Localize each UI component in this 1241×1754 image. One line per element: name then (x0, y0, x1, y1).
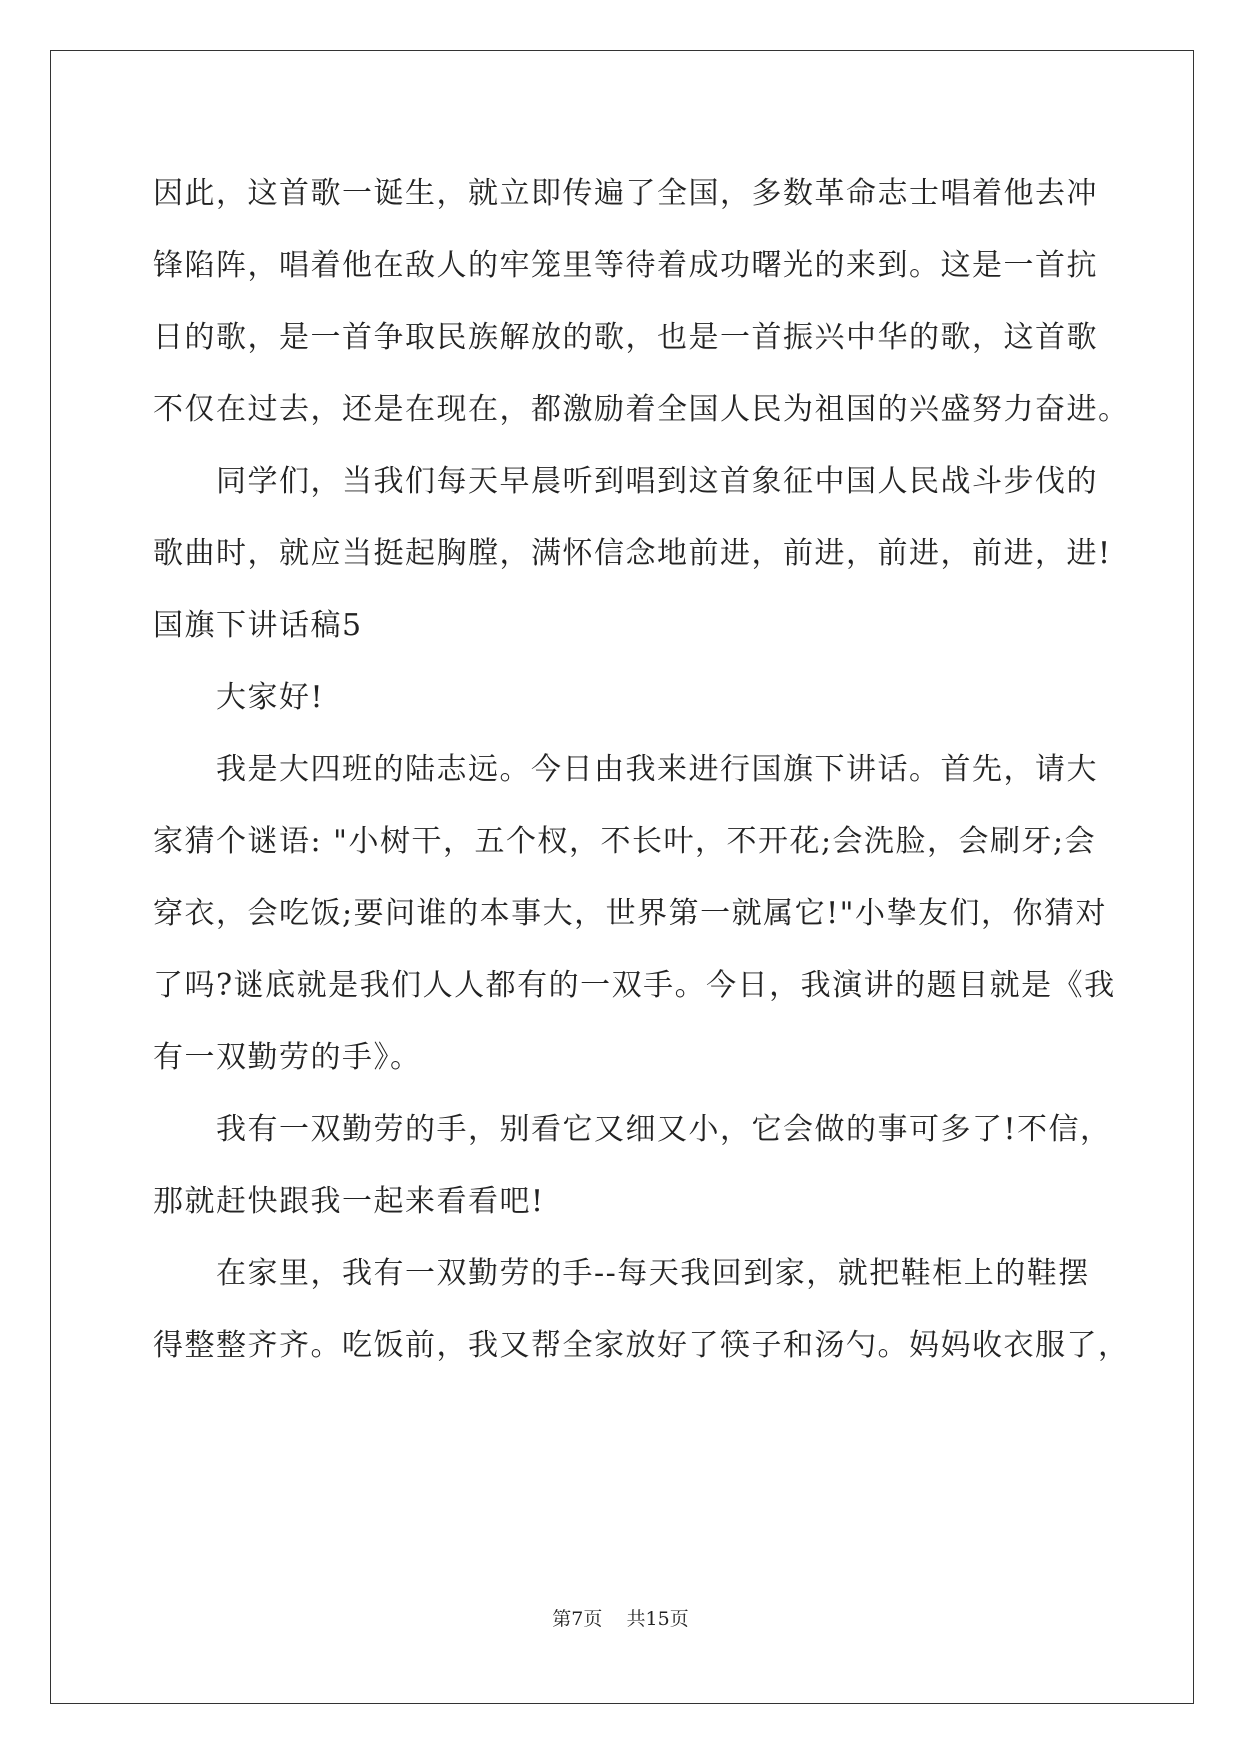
text-line: 我有一双勤劳的手，别看它又细又小，它会做的事可多了!不信， (216, 1112, 1112, 1147)
page-total: 共15页 (626, 1608, 689, 1630)
text-line: 不仅在过去，还是在现在，都激励着全国人民为祖国的兴盛努力奋进。 (153, 392, 1130, 427)
page-number: 第7页 (552, 1608, 603, 1630)
text-line: 得整整齐齐。吃饭前，我又帮全家放好了筷子和汤勺。妈妈收衣服了， (153, 1328, 1130, 1363)
text-line: 穿衣，会吃饭;要问谁的本事大，世界第一就属它!"小挚友们，你猜对 (153, 896, 1107, 931)
text-line: 我是大四班的陆志远。今日由我来进行国旗下讲话。首先，请大 (216, 752, 1098, 787)
text-line: 锋陷阵，唱着他在敌人的牢笼里等待着成功曙光的来到。这是一首抗 (153, 248, 1098, 283)
text-line: 家猜个谜语: "小树干，五个杈，不长叶，不开花;会洗脸，会刷牙;会 (153, 824, 1097, 859)
section-heading: 国旗下讲话稿5 (153, 608, 363, 643)
text-line: 有一双勤劳的手》。 (153, 1040, 422, 1075)
text-line: 了吗?谜底就是我们人人都有的一双手。今日，我演讲的题目就是《我 (153, 968, 1116, 1003)
document-body (153, 158, 1130, 1382)
text-line: 在家里，我有一双勤劳的手--每天我回到家，就把鞋柜上的鞋摆 (216, 1256, 1090, 1291)
text-line: 因此，这首歌一诞生，就立即传遍了全国，多数革命志士唱着他去冲 (153, 176, 1098, 211)
text-line: 那就赶快跟我一起来看看吧! (153, 1184, 545, 1219)
text-line: 日的歌，是一首争取民族解放的歌，也是一首振兴中华的歌，这首歌 (153, 320, 1098, 355)
text-line: 同学们，当我们每天早晨听到唱到这首象征中国人民战斗步伐的 (216, 464, 1098, 499)
page-footer (0, 1607, 1241, 1631)
text-line: 大家好! (216, 680, 325, 715)
text-line: 歌曲时，就应当挺起胸膛，满怀信念地前进，前进，前进，前进，进! (153, 536, 1112, 571)
